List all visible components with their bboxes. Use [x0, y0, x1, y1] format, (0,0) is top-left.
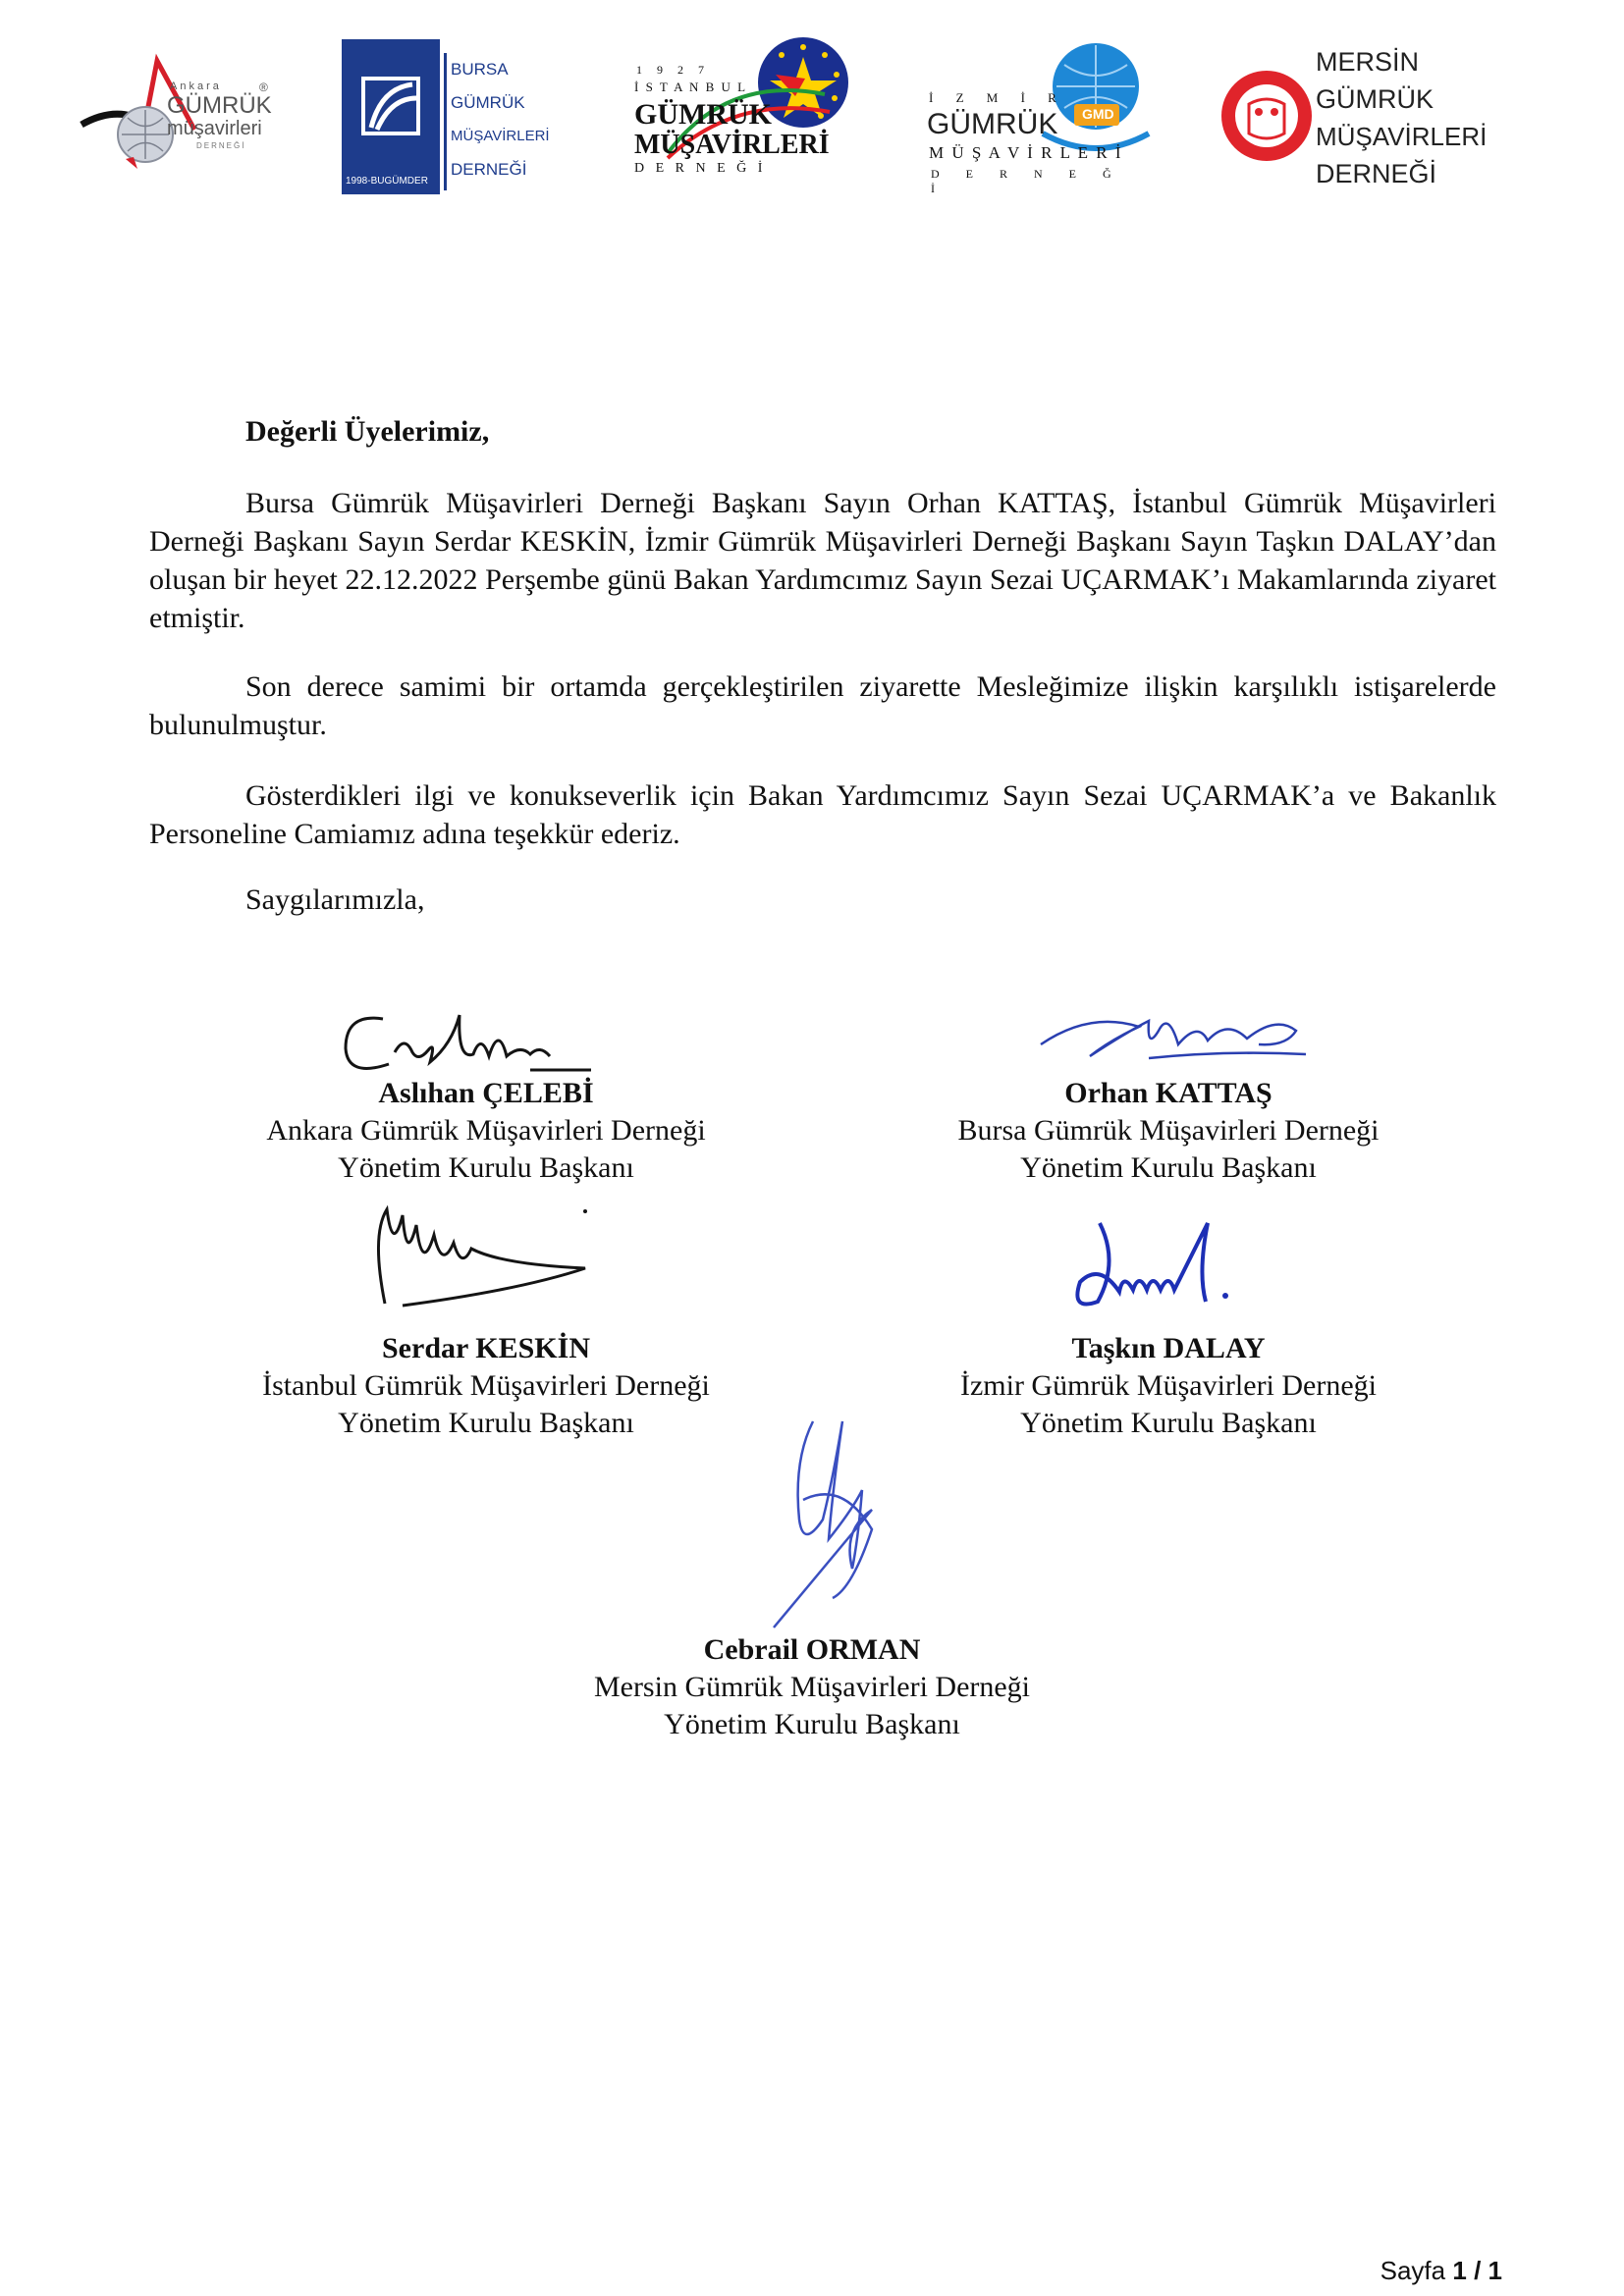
page-sep: / — [1474, 2256, 1482, 2285]
signature-taskin-icon — [1060, 1213, 1276, 1331]
bursa-line: DERNEĞİ — [451, 160, 527, 179]
izmir-logo — [927, 35, 1153, 195]
signatory-title: Yönetim Kurulu Başkanı — [338, 1407, 634, 1439]
closing: Saygılarımızla, — [245, 883, 425, 916]
ankara-small-text: Ankara — [170, 80, 222, 92]
istanbul-city: İ S T A N B U L — [634, 80, 748, 94]
signatory-title: Yönetim Kurulu Başkanı — [338, 1151, 634, 1184]
signatory-taskin — [864, 1330, 1473, 1442]
signatory-serdar — [167, 1330, 805, 1442]
ankara-logo — [77, 51, 283, 174]
mersin-line: GÜMRÜK — [1316, 84, 1434, 114]
ankara-sub: müşavirleri — [167, 118, 262, 139]
bursa-line: GÜMRÜK — [451, 93, 525, 112]
signature-serdar-icon — [363, 1196, 599, 1323]
paragraph-3: Gösterdikleri ilgi ve konukseverlik için Bakan Yardımcımız Sayın Sezai UÇARMAK’a ve Bakanlık Personeline Camiamız adına teşekkür ederiz. — [149, 779, 1496, 850]
izmir-city: İ Z M İ R — [929, 90, 1066, 105]
ankara-title: GÜMRÜK — [167, 92, 272, 119]
mersin-emblem-icon — [1219, 35, 1318, 197]
signatory-org: Mersin Gümrük Müşavirleri Derneği — [593, 1671, 1031, 1703]
izmir-l1: GÜMRÜK — [927, 108, 1058, 140]
istanbul-year: 1 9 2 7 — [636, 63, 710, 77]
mersin-line: DERNEĞİ — [1316, 159, 1437, 188]
izmir-l3: D E R N E Ğ İ — [931, 167, 1123, 195]
page-label: Sayfa — [1380, 2256, 1446, 2285]
signatory-name: Cebrail ORMAN — [703, 1633, 921, 1666]
mersin-line: MERSİN — [1316, 47, 1420, 77]
signatory-org: Ankara Gümrük Müşavirleri Derneği — [266, 1114, 706, 1147]
bursa-emblem — [342, 39, 440, 194]
signatory-name: Orhan KATTAŞ — [1064, 1077, 1272, 1109]
signatory-title: Yönetim Kurulu Başkanı — [1020, 1151, 1317, 1184]
bursa-logo — [342, 39, 550, 194]
mersin-line: MÜŞAVİRLERİ — [1316, 122, 1488, 151]
signatory-aslihan — [167, 1075, 805, 1187]
istanbul-l2: MÜŞAVİRLERİ — [634, 130, 830, 160]
paragraph-2: Son derece samimi bir ortamda gerçekleştirilen ziyarette Mesleğimize ilişkin karşılıklı istişarelerde bulunulmuştur. — [149, 670, 1496, 741]
salutation: Değerli Üyelerimiz, — [245, 415, 490, 448]
izmir-badge: GMD — [1082, 106, 1114, 122]
mersin-text — [1316, 43, 1488, 192]
signatory-org: İzmir Gümrük Müşavirleri Derneği — [959, 1369, 1378, 1402]
bursa-footer: 1998-BUGÜMDER — [346, 176, 428, 187]
signatory-title: Yönetim Kurulu Başkanı — [1020, 1407, 1317, 1439]
signatory-name: Serdar KESKİN — [382, 1332, 590, 1364]
ankara-tiny: DERNEĞİ — [196, 141, 246, 150]
izmir-l2: M Ü Ş A V İ R L E R İ — [929, 143, 1123, 162]
page-total: 1 — [1488, 2256, 1502, 2285]
signatory-name: Aslıhan ÇELEBİ — [378, 1077, 594, 1109]
signatory-org: İstanbul Gümrük Müşavirleri Derneği — [262, 1369, 710, 1402]
page-number — [1380, 2256, 1502, 2286]
bursa-line: BURSA — [451, 60, 509, 79]
signature-aslihan-icon — [334, 1005, 599, 1084]
page-current: 1 — [1452, 2256, 1467, 2285]
paragraph-1: Bursa Gümrük Müşavirleri Derneği Başkanı Sayın Orhan KATTAŞ, İstanbul Gümrük Müşavirleri Derneği Başkanı Sayın Serdar KESKİN, İzmir Gümrük Müşavirleri Derneği Başkanı Sayın Taşkın DALAY’dan oluşan bir heyet 22.12.2022 Perşembe günü Bakan Yardımcımız Sayın Sezai UÇARMAK’ı Makamlarında ziyaret etmiştir. — [149, 487, 1496, 634]
istanbul-l3: D E R N E Ğ İ — [634, 161, 767, 176]
signature-cebrail-icon — [734, 1402, 911, 1637]
signatory-cebrail — [517, 1631, 1107, 1743]
signatory-org: Bursa Gümrük Müşavirleri Derneği — [957, 1114, 1380, 1147]
signature-orhan-icon — [1031, 1001, 1326, 1070]
bursa-text — [444, 53, 550, 190]
istanbul-l1: GÜMRÜK — [634, 98, 772, 131]
bursa-line: MÜŞAVİRLERİ — [451, 128, 550, 144]
ankara-mark: ® — [259, 80, 268, 94]
istanbul-logo — [628, 35, 854, 187]
signatory-orhan — [864, 1075, 1473, 1187]
bursa-mark-icon — [342, 39, 440, 157]
signatory-title: Yönetim Kurulu Başkanı — [664, 1708, 960, 1740]
mersin-logo — [1219, 35, 1488, 197]
signatory-name: Taşkın DALAY — [1071, 1332, 1266, 1364]
